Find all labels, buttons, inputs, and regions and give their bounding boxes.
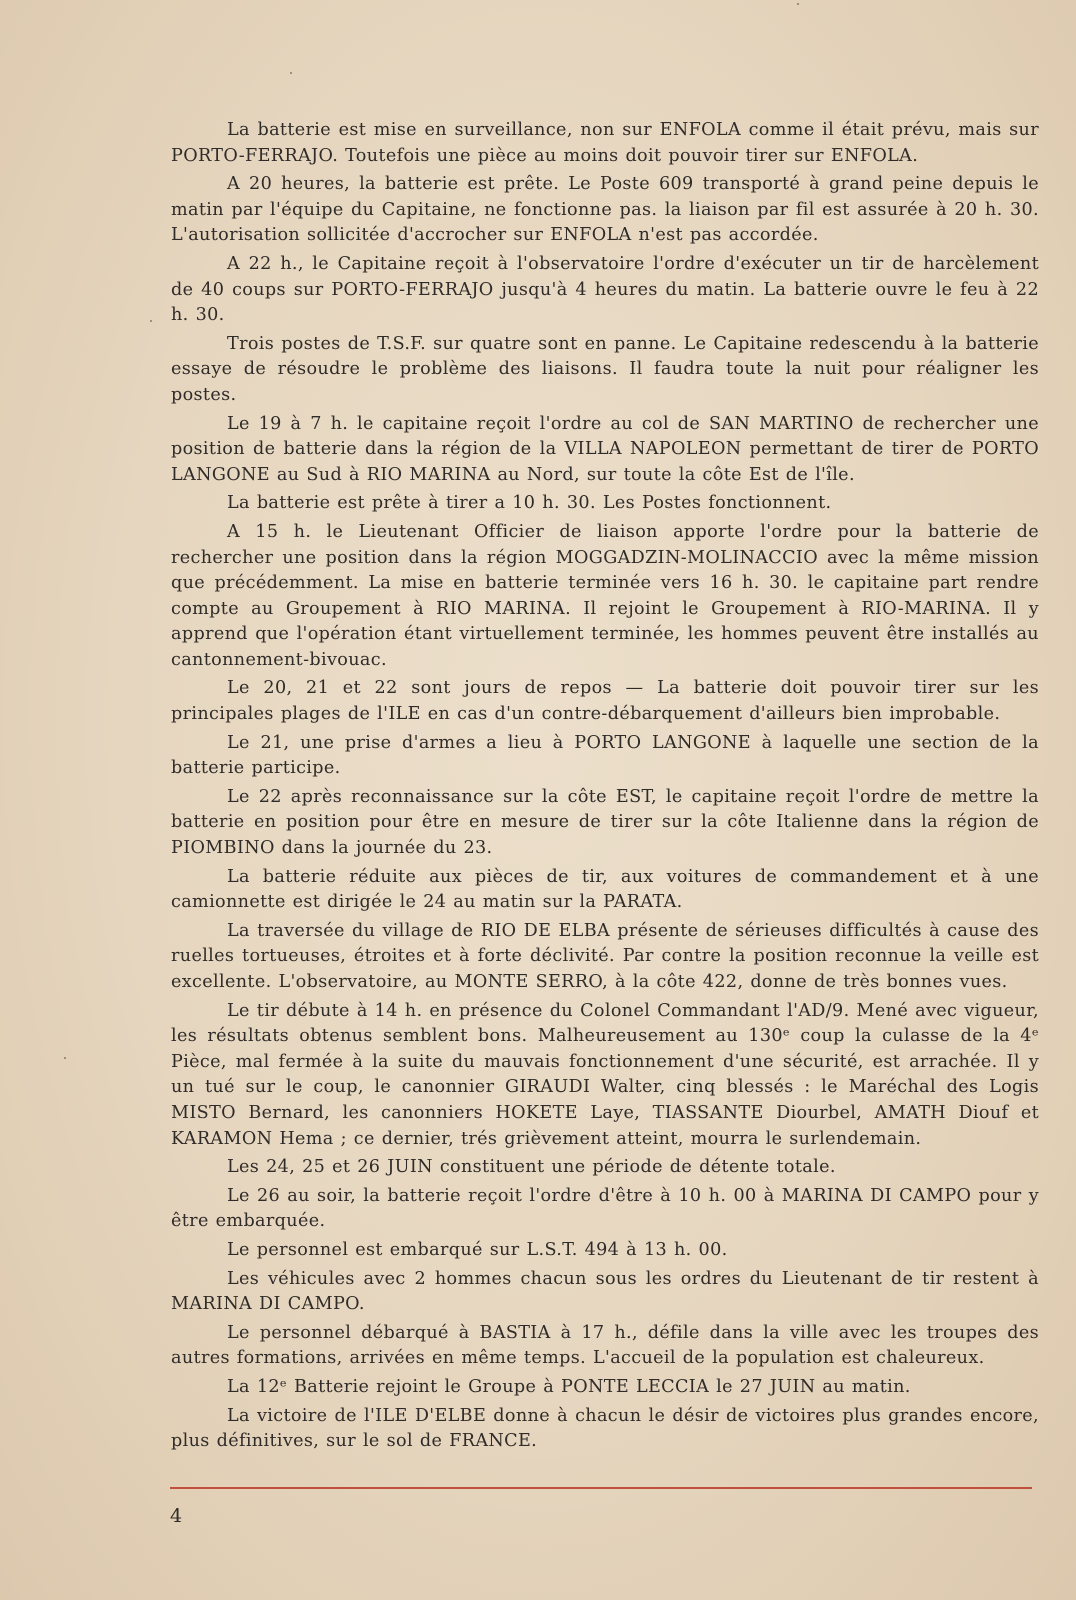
paragraph: Le personnel débarqué à BASTIA à 17 h., défile dans la ville avec les troupes des autres formations, arrivées en même temps. L'accueil de la population est chaleureux.: [171, 1322, 1039, 1369]
paragraph: Le 22 après reconnaissance sur la côte EST, le capitaine reçoit l'ordre de mettre la batterie en position pour être en mesure de tirer sur la côte Italienne dans la région de PIOMBINO dans la journée du 23.: [171, 786, 1039, 859]
paragraph: Le 26 au soir, la batterie reçoit l'ordre d'être à 10 h. 00 à MARINA DI CAMPO pour y être embarquée.: [171, 1185, 1039, 1232]
paragraph: La 12ᵉ Batterie rejoint le Groupe à PONTE LECCIA le 27 JUIN au matin.: [227, 1376, 911, 1397]
paper-speck: [150, 320, 152, 322]
paragraph: La victoire de l'ILE D'ELBE donne à chacun le désir de victoires plus grandes encore, plus définitives, sur le sol de FRANCE.: [171, 1405, 1039, 1452]
paper-speck: [64, 1057, 66, 1059]
paragraph: La traversée du village de RIO DE ELBA présente de sérieuses difficultés à cause des ruelles tortueuses, étroites et à forte déclivité. Par contre la position reconnue la veille est excellente. L'observatoire, au MONTE SERRO, à la côte 422, donne de très bonnes vues.: [171, 920, 1039, 992]
paragraph: La batterie est prête à tirer a 10 h. 30. Les Postes fonctionnent.: [227, 493, 832, 514]
paragraph: Le 21, une prise d'armes a lieu à PORTO LANGONE à laquelle une section de la batterie participe.: [171, 732, 1039, 779]
page-number: 4: [170, 1505, 183, 1527]
paragraph: Les véhicules avec 2 hommes chacun sous les ordres du Lieutenant de tir restent à MARINA DI CAMPO.: [171, 1268, 1039, 1315]
paragraph: Le 20, 21 et 22 sont jours de repos — La batterie doit pouvoir tirer sur les principales plages de l'ILE en cas d'un contre-débarquement d'ailleurs bien improbable.: [171, 678, 1039, 725]
paragraph: A 22 h., le Capitaine reçoit à l'observatoire l'ordre d'exécuter un tir de harcèlement de 40 coups sur PORTO-FERRAJO jusqu'à 4 heures du matin. La batterie ouvre le feu à 22 h. 30.: [171, 253, 1039, 326]
paragraph: La batterie réduite aux pièces de tir, aux voitures de commandement et à une camionnette est dirigée le 24 au matin sur la PARATA.: [171, 866, 1039, 913]
paragraph: Les 24, 25 et 26 JUIN constituent une période de détente totale.: [227, 1157, 836, 1178]
paper-speck: [797, 3, 799, 5]
paragraph: Le 19 à 7 h. le capitaine reçoit l'ordre au col de SAN MARTINO de rechercher une position de batterie dans la région de la VILLA NAPOLEON permettant de tirer de PORTO LANGONE au Sud à RIO MARINA au Nord, sur toute la côte Est de l'île.: [171, 413, 1039, 485]
paragraph: La batterie est mise en surveillance, non sur ENFOLA comme il était prévu, mais sur PORTO-FERRAJO. Toutefois une pièce au moins doit pouvoir tirer sur ENFOLA.: [171, 120, 1039, 166]
paragraph: Trois postes de T.S.F. sur quatre sont en panne. Le Capitaine redescendu à la batterie essaye de résoudre le problème des liaisons. Il faudra toute la nuit pour réaligner les postes.: [171, 333, 1039, 405]
footer-rule: [170, 1487, 1032, 1489]
paragraph: Le personnel est embarqué sur L.S.T. 494 à 13 h. 00.: [227, 1239, 728, 1260]
body-text: [171, 118, 1039, 1458]
paragraph: A 20 heures, la batterie est prête. Le Poste 609 transporté à grand peine depuis le matin par l'équipe du Capitaine, ne fonctionne pas. la liaison par fil est assurée à 20 h. 30. L'autorisation sollicitée d'accrocher sur ENFOLA n'est pas accordée.: [171, 174, 1039, 246]
paper-speck: [290, 72, 292, 74]
paragraph: Le tir débute à 14 h. en présence du Colonel Commandant l'AD/9. Mené avec vigueur, les résultats obtenus semblent bons. Malheureusement au 130ᵉ coup la culasse de la 4ᵉ Pièce, mal fermée à la suite du mauvais fonctionnement d'une sécurité, est arrachée. Il y un tué sur le coup, le canonnier GIRAUDI Walter, cinq blessés : le Maréchal des Logis MISTO Bernard, les canonniers HOKETE Laye, TIASSANTE Diourbel, AMATH Diouf et KARAMON Hema ; ce dernier, trés grièvement atteint, mourra le surlendemain.: [171, 1000, 1039, 1149]
paragraph: A 15 h. le Lieutenant Officier de liaison apporte l'ordre pour la batterie de rechercher une position dans la région MOGGADZIN-MOLINACCIO avec la même mission que précédemment. La mise en batterie terminée vers 16 h. 30. le capitaine part rendre compte au Groupement à RIO MARINA. Il rejoint le Groupement à RIO-MARINA. Il y apprend que l'opération étant virtuellement terminée, les hommes peuvent être installés au cantonnement-bivouac.: [171, 521, 1039, 670]
